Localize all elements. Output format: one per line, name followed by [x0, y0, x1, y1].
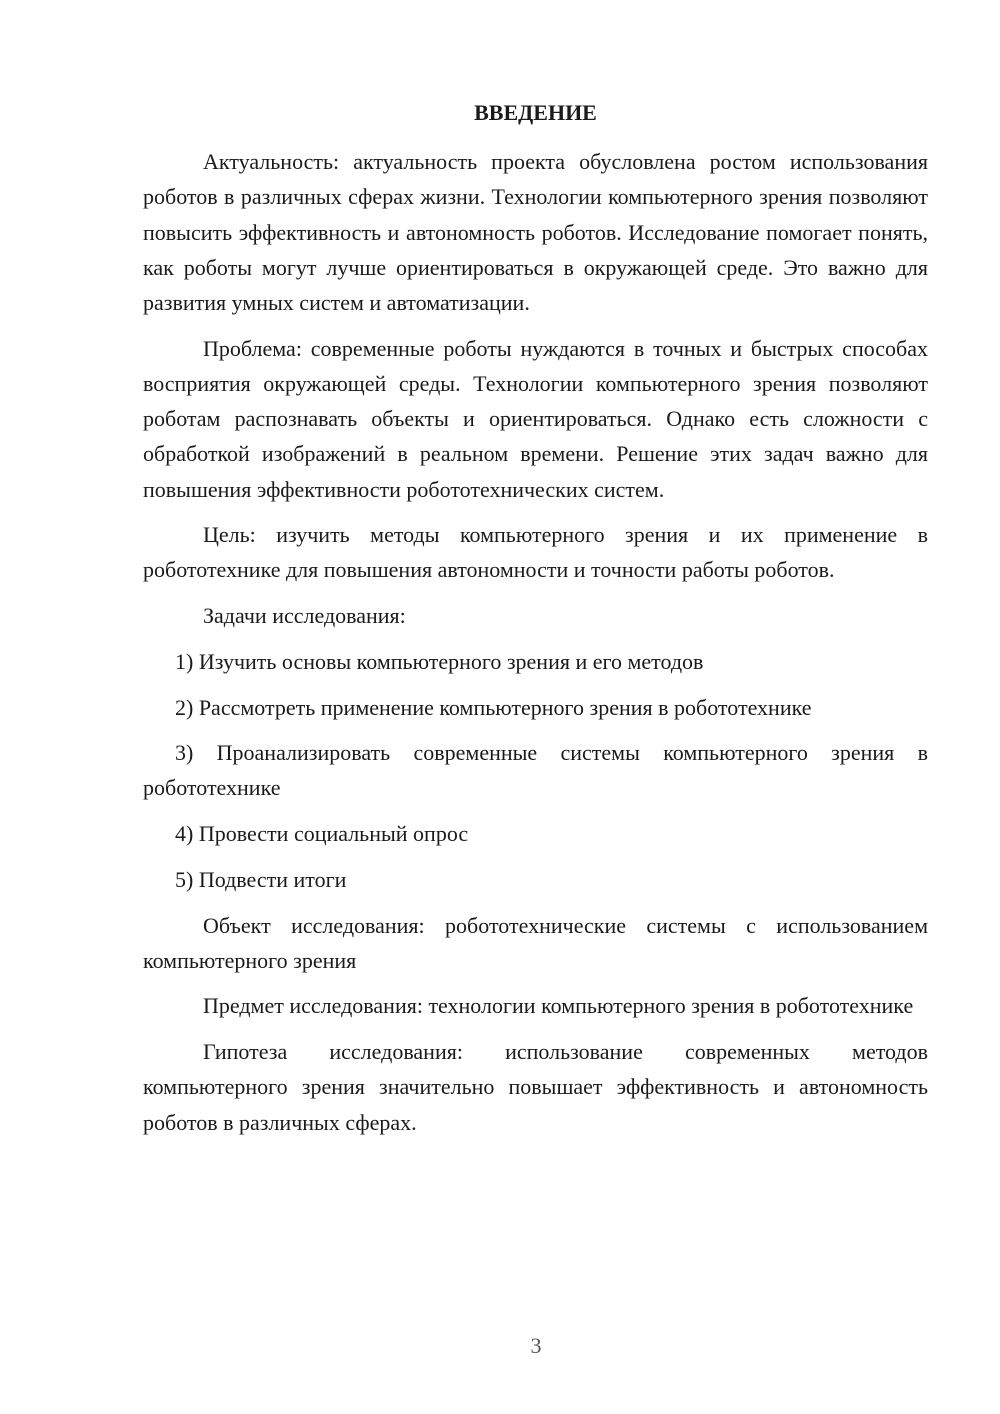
list-item: 3) Проанализировать современные системы компьютерного зрения в робототехнике — [143, 740, 928, 801]
relevance-paragraph: Актуальность: актуальность проекта обусловлена ростом использования роботов в различных сферах жизни. Технологии компьютерного зрения позволяют повысить эффективность и автономность роботов. Исследование помогает понять, как роботы могут лучше ориентироваться в окружающей среде. Это важно для развития умных систем и автоматизации. — [143, 149, 928, 316]
list-item: 1) Изучить основы компьютерного зрения и его методов — [175, 648, 704, 674]
list-item: 4) Провести социальный опрос — [175, 821, 469, 847]
problem-paragraph: Проблема: современные роботы нуждаются в точных и быстрых способах восприятия окружающей среды. Технологии компьютерного зрения позволяют роботам распознавать объекты и ориентироваться. Однако есть сложности с обработкой изображений в реальном времени. Решение этих задач важно для повышения эффективности робототехнических систем. — [143, 335, 928, 502]
goal-paragraph: Цель: изучить методы компьютерного зрения и их применение в робототехнике для повышения автономности и точности работы роботов. — [143, 522, 928, 583]
tasks-heading: Задачи исследования: — [203, 603, 406, 629]
list-item: 5) Подвести итоги — [175, 866, 347, 892]
hypothesis-paragraph: Гипотеза исследования: использование современных методов компьютерного зрения значительно повышает эффективность и автономность роботов в различных сферах. — [143, 1039, 928, 1135]
page-title: ВВЕДЕНИЕ — [474, 100, 597, 125]
object-paragraph: Объект исследования: робототехнические системы с использованием компьютерного зрения — [143, 912, 928, 973]
page-number: 3 — [530, 1333, 542, 1358]
subject-paragraph: Предмет исследования: технологии компьютерного зрения в робототехнике — [203, 993, 914, 1019]
list-item: 2) Рассмотреть применение компьютерного зрения в робототехнике — [175, 694, 812, 720]
page-content — [143, 95, 928, 1150]
tasks-list — [143, 644, 928, 897]
